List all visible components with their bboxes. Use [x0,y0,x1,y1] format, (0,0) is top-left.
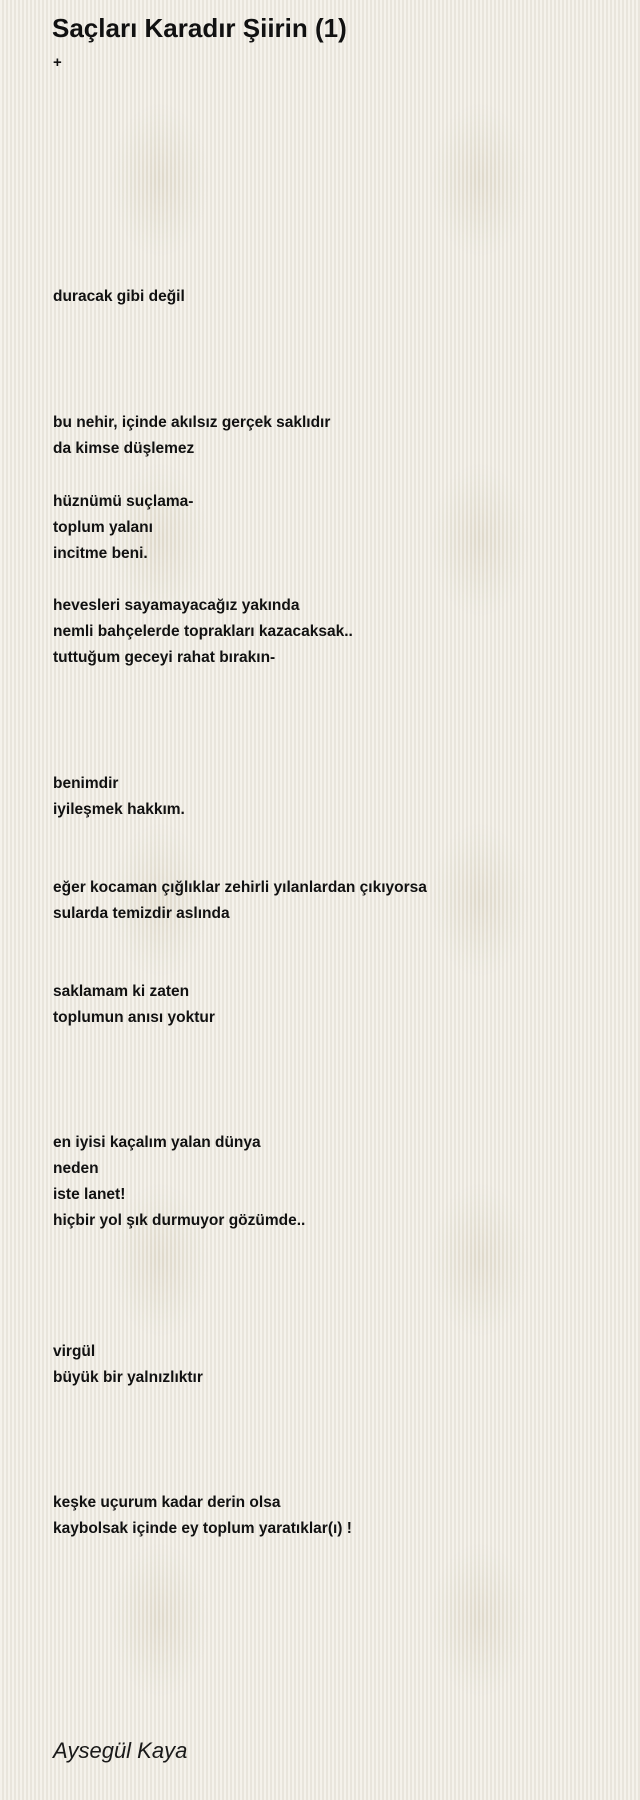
poem-line: sularda temizdir aslında [53,905,230,922]
poem-title: Saçları Karadır Şiirin (1) [52,13,347,43]
stanza-3 [53,489,193,567]
poem-line: hüznümü suçlama- [53,493,194,510]
poem-line: duracak gibi değil [53,288,185,305]
poem-line: büyük bir yalnızlıktır [53,1369,203,1386]
stanza-9 [53,1339,203,1391]
poem-line: virgül [53,1343,96,1360]
poem-line: saklamam ki zaten [53,983,190,1000]
poem-line: toplumun anısı yoktur [53,1009,215,1026]
poem-line: keşke uçurum kadar derin olsa [53,1494,281,1511]
poem-line: eğer kocaman çığlıklar zehirli yılanlardan çıkıyorsa [53,879,427,896]
stanza-6 [53,875,427,927]
stanza-8 [53,1130,305,1234]
poem-line: benimdir [53,775,119,792]
poem-line: en iyisi kaçalım yalan dünya [53,1134,261,1151]
stanza-1 [53,284,185,310]
stanza-5 [53,771,185,823]
poem-line: nemli bahçelerde toprakları kazacaksak.. [53,623,353,640]
stanza-7 [53,979,215,1031]
plus-mark: + [53,54,62,71]
author-name: Aysegül Kaya [53,1738,188,1763]
stanza-10 [53,1490,352,1542]
poem-line: bu nehir, içinde akılsız gerçek saklıdır [53,414,331,431]
poem-line: toplum yalanı [53,519,153,536]
poem-line: iste lanet! [53,1186,126,1203]
poem-line: da kimse düşlemez [53,440,195,457]
poem-line: tuttuğum geceyi rahat bırakın- [53,649,276,666]
poem-line: kaybolsak içinde ey toplum yaratıklar(ı) ! [53,1520,352,1537]
stanza-4 [53,593,353,671]
poem-line: hevesleri sayamayacağız yakında [53,597,300,614]
stanza-2 [53,410,330,462]
poem-line: incitme beni. [53,545,148,562]
poem-line: iyileşmek hakkım. [53,801,185,818]
poem-line: neden [53,1160,99,1177]
poem-line: hiçbir yol şık durmuyor gözümde.. [53,1212,306,1229]
